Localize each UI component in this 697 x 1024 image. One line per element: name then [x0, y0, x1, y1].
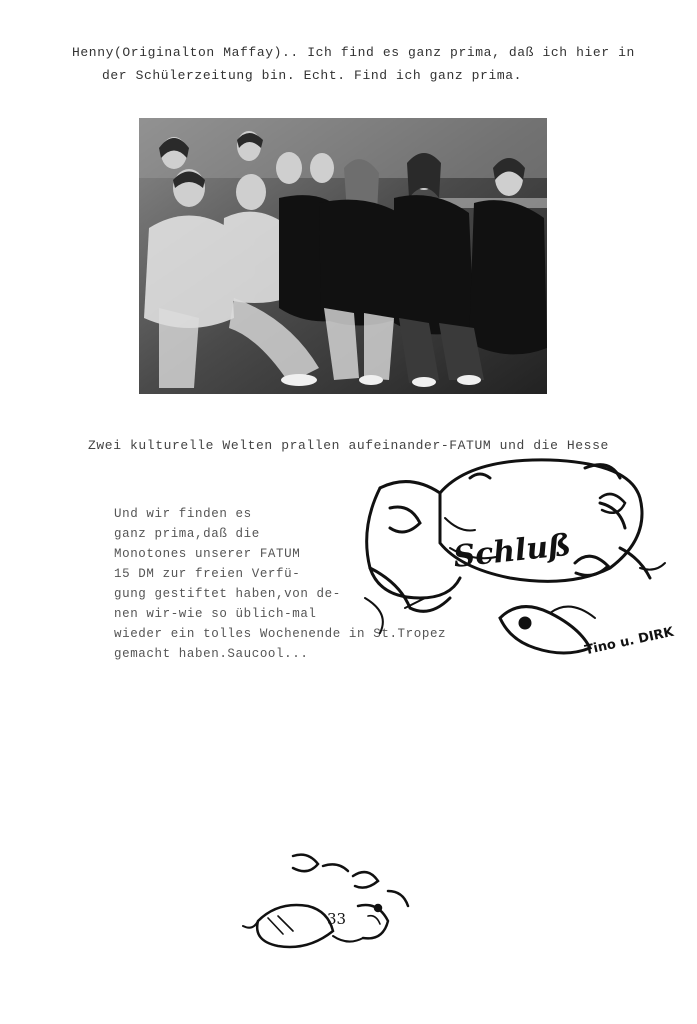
schluss-word: Schluß [451, 527, 573, 575]
body-line: nen wir-wie so üblich-mal [114, 607, 317, 621]
signature: Tino u. DIRK [583, 624, 676, 659]
body-line: gung gestiftet haben,von de- [114, 587, 341, 601]
body-line: gemacht haben.Saucool... [114, 647, 309, 661]
photo-image [139, 118, 547, 394]
band-group-photo [139, 118, 547, 394]
intro-line-1: Henny(Originalton Maffay).. Ich find es ganz prima, daß ich hier in [72, 45, 635, 60]
body-line: wieder ein tolles Wochenende in St.Tropez [114, 627, 447, 641]
page-number: 33 [327, 910, 347, 928]
body-line: Und wir finden es [114, 507, 252, 521]
intro-line-2: der Schülerzeitung bin. Echt. Find ich ganz prima. [102, 68, 523, 83]
body-line: ganz prima,daß die [114, 527, 260, 541]
body-line: Monotones unserer FATUM [114, 547, 301, 561]
page-number-drawing [238, 846, 414, 958]
body-line: 15 DM zur freien Verfü- [114, 567, 301, 581]
photo-caption: Zwei kulturelle Welten prallen aufeinander-FATUM und die Hesse [88, 438, 609, 453]
